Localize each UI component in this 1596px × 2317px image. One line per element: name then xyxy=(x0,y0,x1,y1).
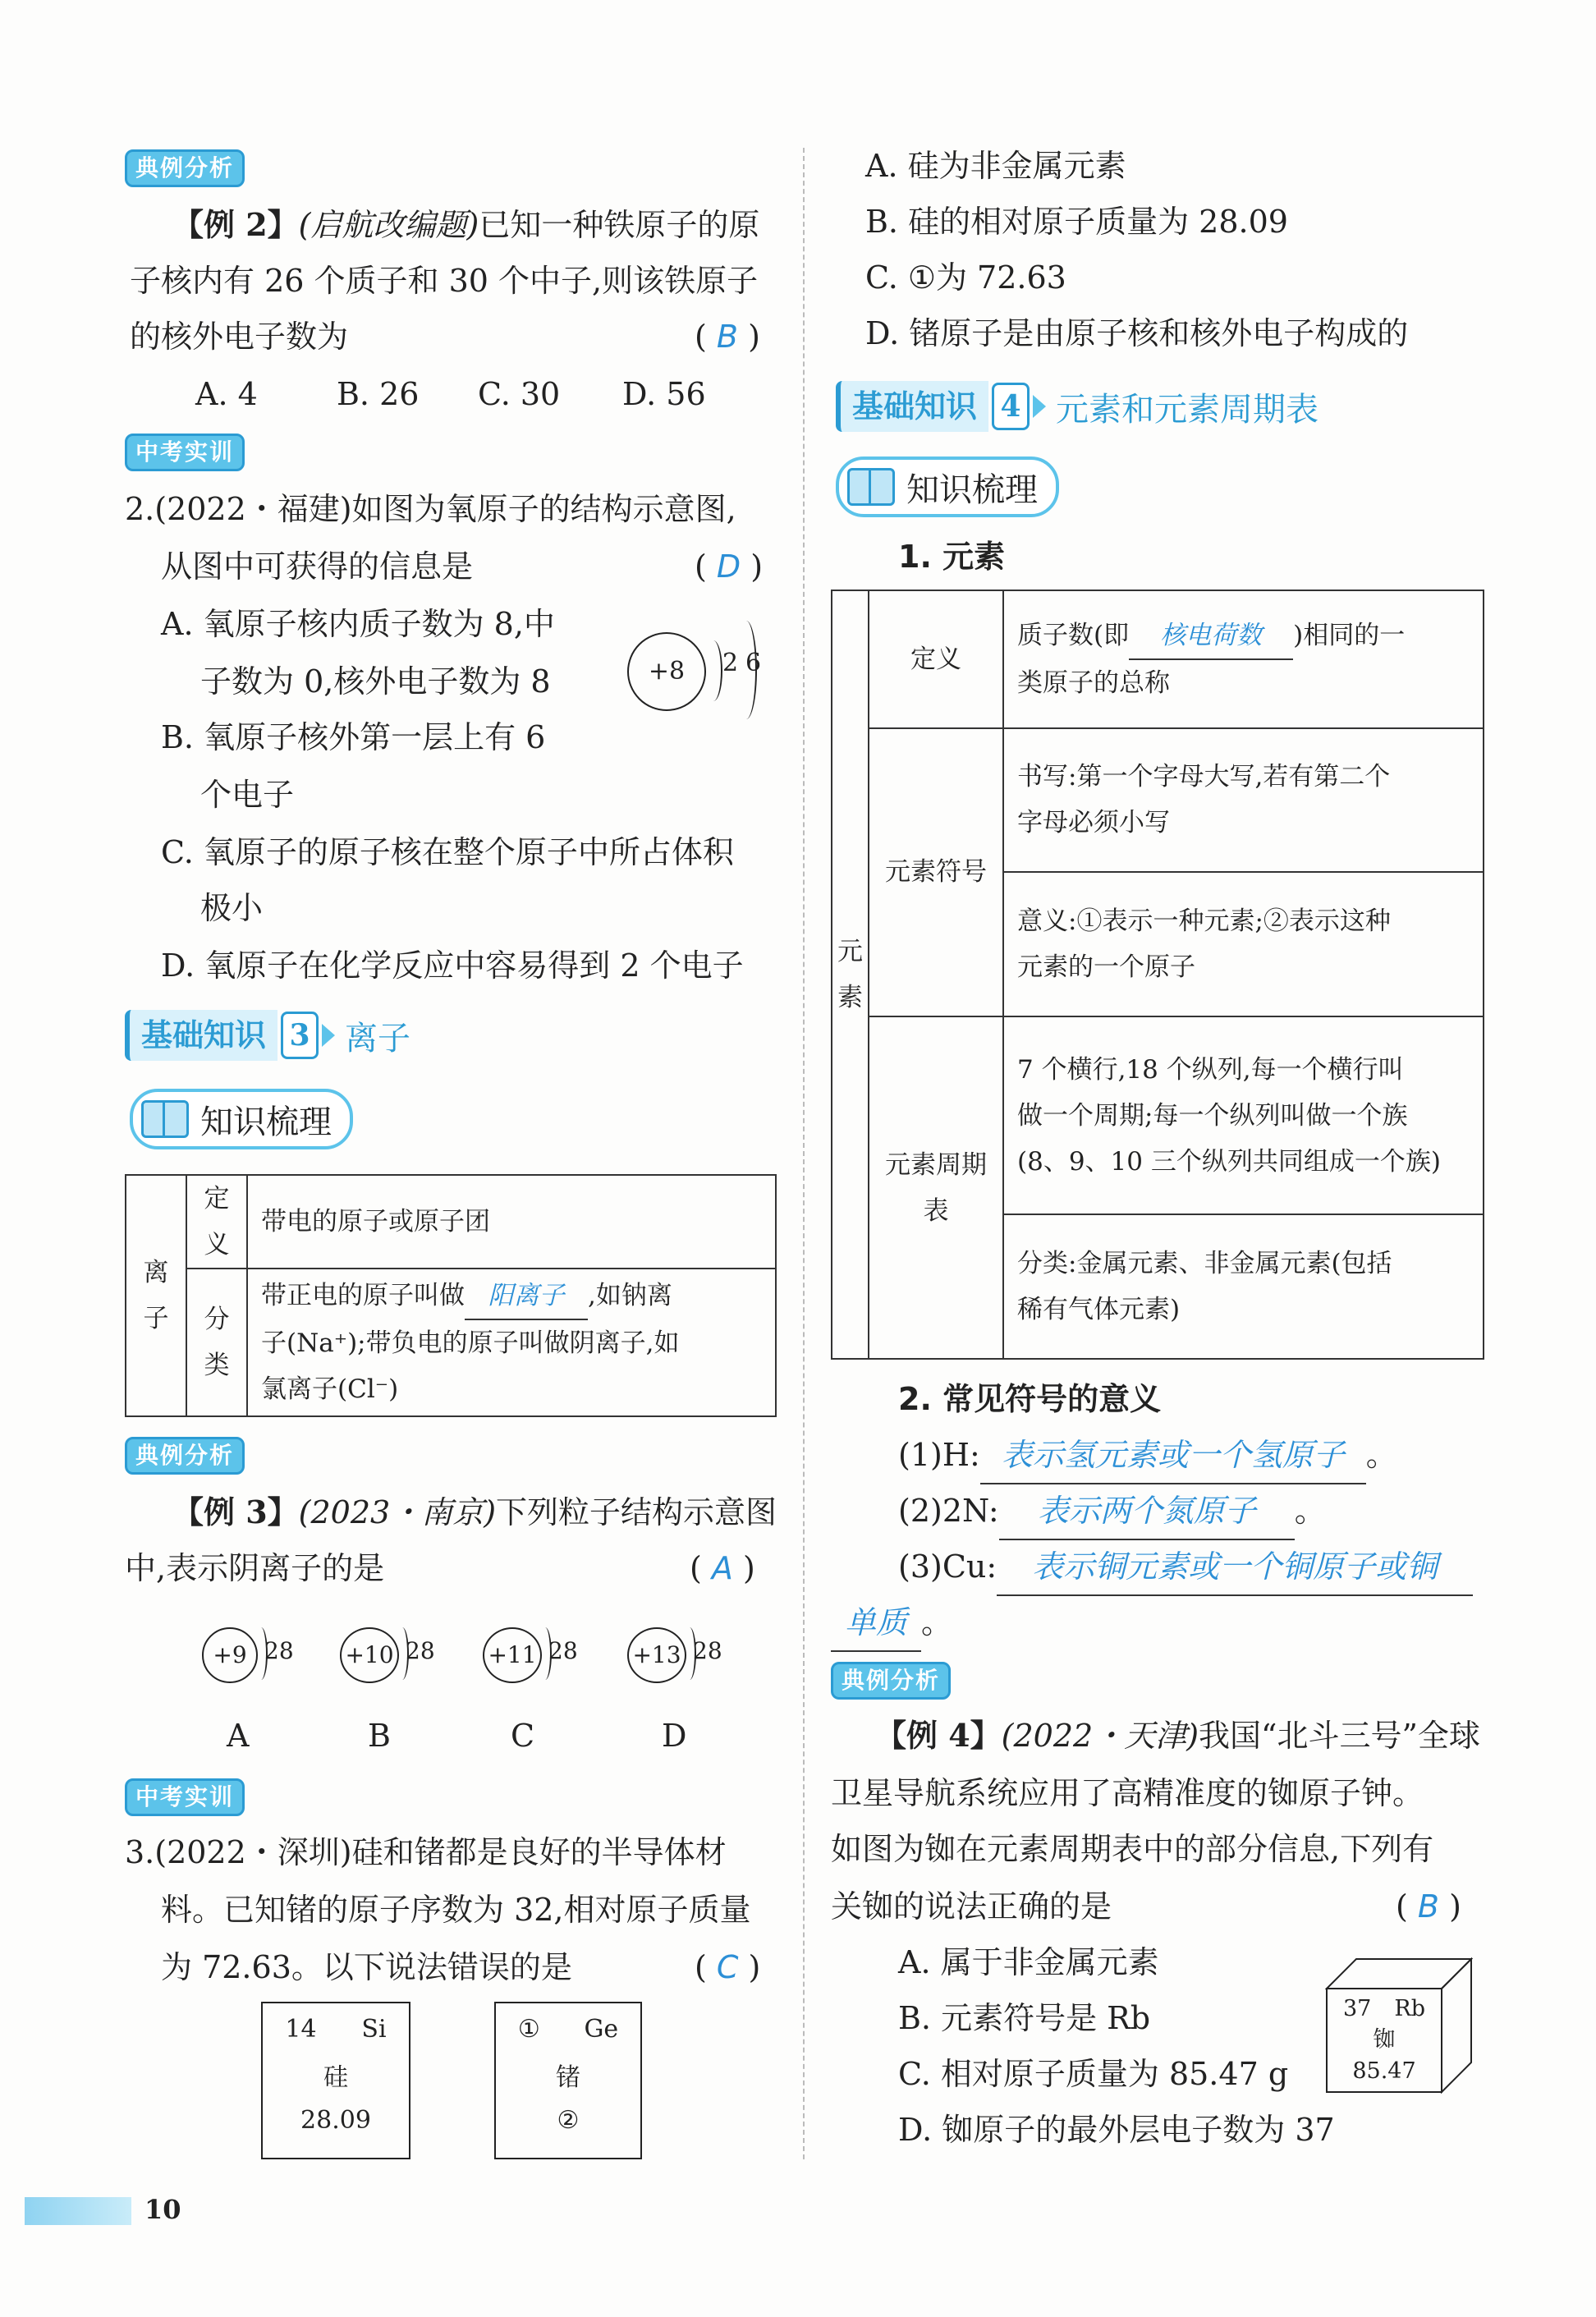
example-4-option-c: C. 相对原子质量为 85.47 g xyxy=(898,2056,1289,2092)
ion-def-text: 带电的原子或原子团 xyxy=(247,1175,776,1269)
question-3-option-c: C. ①为 72.63 xyxy=(865,259,1066,296)
oxygen-shell-2-count: 6 xyxy=(745,649,762,677)
example-4-option-d: D. 铷原子的最外层电子数为 37 xyxy=(898,2112,1335,2148)
example-2-line3: 的核外电子数为 xyxy=(130,319,349,355)
knowledge-summary-label-2: 知识梳理 xyxy=(906,470,1038,509)
example-2-answer: ( B ) xyxy=(695,319,760,355)
question-2-line1: 2.(2022・福建)如图为氧原子的结构示意图, xyxy=(125,491,736,527)
question-2-option-a1: A. 氧原子核内质子数为 8,中 xyxy=(161,606,555,642)
typical-example-tag-2: 典例分析 xyxy=(125,1437,245,1475)
element-symbol-label: 元素符号 xyxy=(869,728,1003,1017)
exam-practice-tag-2: 中考实训 xyxy=(125,1778,245,1816)
symbol-cu-line: (3)Cu: 表示铜元素或一个铜原子或铜 xyxy=(898,1539,1473,1596)
basic-knowledge-number: 3 xyxy=(281,1012,319,1059)
example-4-option-b: B. 元素符号是 Rb xyxy=(898,2000,1151,2036)
arrow-icon-2 xyxy=(1033,395,1046,418)
knowledge-summary-label: 知识梳理 xyxy=(200,1103,332,1141)
knowledge-summary-tag-2 xyxy=(836,457,1059,517)
question-2-option-c1: C. 氧原子的原子核在整个原子中所占体积 xyxy=(161,834,734,870)
element-table xyxy=(831,590,1484,1360)
particle-c-shells: 28 xyxy=(548,1637,578,1664)
example-4-option-a: A. 属于非金属元素 xyxy=(898,1944,1159,1980)
question-2-option-b1: B. 氧原子核外第一层上有 6 xyxy=(161,719,546,755)
symbol-cu-line-2: 单质 。 xyxy=(831,1594,952,1652)
element-def-label: 定义 xyxy=(869,590,1003,728)
element-table-head: 元 素 xyxy=(832,590,869,1359)
periodic-table-classification: 分类:金属元素、非金属元素(包括 稀有气体元素) xyxy=(1003,1214,1484,1359)
periodic-table-structure: 7 个横行,18 个纵列,每一个横行叫 做一个周期;每一个纵列叫做一个族 (8、9、10 三个纵列共同组成一个族) xyxy=(1003,1016,1484,1214)
element-symbol-writing: 书写:第一个字母大写,若有第二个 字母必须小写 xyxy=(1003,728,1484,873)
ion-def-label: 定义 xyxy=(186,1175,247,1269)
example-2-option-c: C. 30 xyxy=(478,376,561,412)
question-2-line2: 从图中可获得的信息是 xyxy=(161,548,474,585)
example-3-answer: ( A ) xyxy=(690,1550,755,1586)
column-divider xyxy=(803,148,805,2159)
ion-class-label: 分类 xyxy=(186,1269,247,1416)
element-def-text: 质子数(即 核电荷数 )相同的一 类原子的总称 xyxy=(1003,590,1484,728)
question-2-option-c2: 极小 xyxy=(200,890,264,926)
question-2-option-b2: 个电子 xyxy=(200,777,295,813)
oxygen-shell-1-count: 2 xyxy=(722,649,739,677)
basic-knowledge-number-2: 4 xyxy=(992,383,1030,430)
book-icon-2 xyxy=(847,468,895,506)
particle-c-label: C xyxy=(511,1718,535,1754)
particle-d-shells: 28 xyxy=(693,1637,722,1664)
example-4-line4: 关铷的说法正确的是 xyxy=(831,1888,1112,1925)
example-2-option-a: A. 4 xyxy=(195,376,258,412)
typical-example-tag-3: 典例分析 xyxy=(831,1662,951,1700)
particle-d-label: D xyxy=(662,1718,687,1754)
basic-knowledge-3-header xyxy=(125,1010,410,1061)
example-4-line3: 如图为铷在元素周期表中的部分信息,下列有 xyxy=(831,1831,1434,1867)
germanium-element-card: ① Ge 锗 ② xyxy=(494,2002,642,2159)
arrow-icon xyxy=(322,1024,335,1047)
particle-d-nucleus: +13 xyxy=(627,1627,686,1683)
question-3-option-a: A. 硅为非金属元素 xyxy=(865,148,1126,184)
particle-b-nucleus: +10 xyxy=(340,1627,399,1683)
question-2-option-a2: 子数为 0,核外电子数为 8 xyxy=(200,663,551,700)
particle-b-label: B xyxy=(368,1718,391,1754)
basic-knowledge-4-header xyxy=(836,381,1319,432)
example-4-answer: ( B ) xyxy=(1396,1888,1461,1925)
question-3-line3: 为 72.63。以下说法错误的是 xyxy=(161,1949,572,1985)
rubidium-element-cube xyxy=(1325,1957,1473,2094)
example-4-line2: 卫星导航系统应用了高精准度的铷原子钟。 xyxy=(831,1775,1424,1811)
footer-bar xyxy=(25,2197,131,2225)
particle-b-shells: 28 xyxy=(406,1637,435,1664)
basic-knowledge-title-2: 元素和元素周期表 xyxy=(1056,390,1319,429)
question-3-line2: 料。已知锗的原子序数为 32,相对原子质量 xyxy=(161,1892,751,1928)
exam-practice-tag: 中考实训 xyxy=(125,434,245,471)
question-3-answer: ( C ) xyxy=(695,1949,761,1985)
particle-a-nucleus: +9 xyxy=(202,1627,258,1683)
section-2-heading: 2. 常见符号的意义 xyxy=(898,1381,1162,1417)
example-2-option-d: D. 56 xyxy=(622,376,706,412)
section-1-heading: 1. 元素 xyxy=(898,539,1006,575)
page-number: 10 xyxy=(144,2194,181,2225)
example-2-option-b: B. 26 xyxy=(337,376,420,412)
oxygen-nucleus: +8 xyxy=(627,632,706,711)
basic-knowledge-title: 离子 xyxy=(345,1019,411,1058)
question-3-line1: 3.(2022・深圳)硅和锗都是良好的半导体材 xyxy=(125,1834,727,1870)
question-3-option-b: B. 硅的相对原子质量为 28.09 xyxy=(865,204,1288,240)
example-2-line1: 【例 2】(启航改编题)已知一种铁原子的原 xyxy=(172,206,760,243)
symbol-2n-line: (2)2N: 表示两个氮原子 。 xyxy=(898,1483,1326,1540)
question-2-answer: ( D ) xyxy=(695,548,764,585)
example-2-line2: 子核内有 26 个质子和 30 个中子,则该铁原子 xyxy=(130,263,759,299)
ion-table xyxy=(125,1174,777,1417)
knowledge-summary-tag xyxy=(130,1089,353,1149)
ion-class-text: 带正电的原子叫做 阳离子 ,如钠离 子(Na⁺);带负电的原子叫做阴离子,如 氯离子(Cl⁻) xyxy=(247,1269,776,1416)
basic-knowledge-label-2: 基础知识 xyxy=(836,381,988,432)
particle-a-shells: 28 xyxy=(264,1637,294,1664)
question-3-option-d: D. 锗原子是由原子核和核外电子构成的 xyxy=(865,315,1409,351)
basic-knowledge-label: 基础知识 xyxy=(125,1010,277,1061)
particle-c-nucleus: +11 xyxy=(483,1627,542,1683)
example-3-line2: 中,表示阴离子的是 xyxy=(125,1550,385,1586)
particle-a-label: A xyxy=(227,1718,250,1754)
typical-example-tag: 典例分析 xyxy=(125,149,245,187)
symbol-h-line: (1)H: 表示氢元素或一个氢原子 。 xyxy=(898,1427,1397,1484)
question-2-option-d: D. 氧原子在化学反应中容易得到 2 个电子 xyxy=(161,947,744,984)
oxygen-shell-arc-1 xyxy=(704,640,722,701)
element-symbol-meaning: 意义:①表示一种元素;②表示这种 元素的一个原子 xyxy=(1003,872,1484,1016)
example-3-line1: 【例 3】(2023・南京)下列粒子结构示意图 xyxy=(172,1493,777,1530)
periodic-table-label: 元素周期表 xyxy=(869,1016,1003,1359)
example-4-line1: 【例 4】(2022・天津)我国“北斗三号”全球 xyxy=(875,1717,1480,1754)
book-icon xyxy=(141,1100,189,1138)
ion-table-head: 离子 xyxy=(126,1175,186,1416)
silicon-element-card: 14 Si 硅 28.09 xyxy=(261,2002,410,2159)
rubidium-card-text: 37 Rb 铷 85.47 xyxy=(1343,1996,1425,2084)
